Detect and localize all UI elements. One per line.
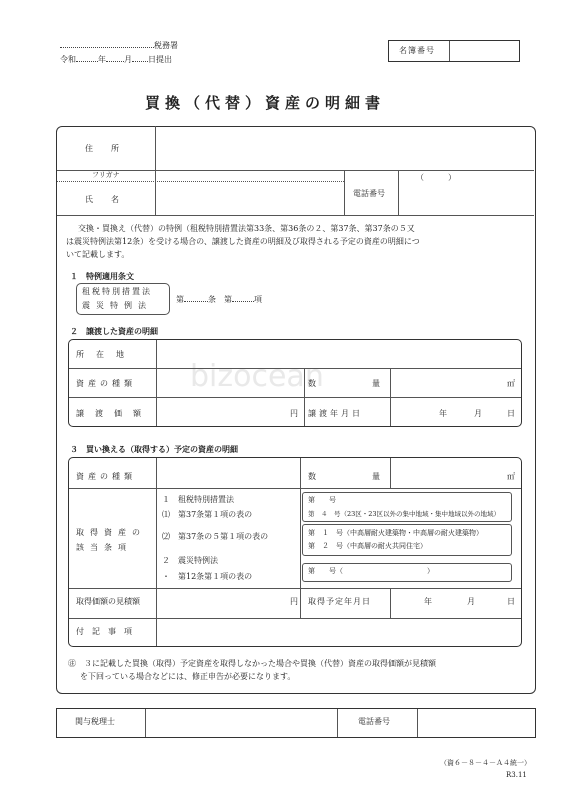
location-label: 所在地 — [76, 350, 136, 359]
item1-label: ⑴ 第37条第１項の表の — [162, 510, 253, 519]
furigana-field[interactable] — [160, 171, 340, 180]
acq-date-label: 取得予定年月日 — [308, 597, 371, 606]
form-code: （資６－８－４－Ａ４統一） — [440, 759, 531, 767]
name-label: 氏 名 — [85, 195, 124, 204]
era-label: 令和 — [60, 55, 76, 64]
law2-label: 震災特例法 — [82, 301, 152, 310]
clause-row-5[interactable]: 第 号（ ） — [308, 567, 434, 575]
remarks-field[interactable] — [160, 620, 515, 642]
registry-number-label: 名簿番号 — [399, 46, 435, 55]
address-field[interactable] — [160, 130, 530, 166]
accountant-label: 関与税理士 — [75, 717, 115, 726]
est-price-yen: 円 — [290, 597, 298, 606]
price-label: 譲渡価額 — [76, 409, 152, 418]
est-price-label: 取得価額の見積額 — [76, 597, 140, 606]
phone-label: 電話番号 — [353, 189, 385, 198]
clause-row-3[interactable]: 第 １ 号（中高層耐火建築物・中高層の耐火建築物） — [308, 529, 483, 537]
law1-label: 租税特別措置法 — [82, 287, 152, 296]
acq-year: 年 — [424, 597, 432, 606]
clause-label-2: 該当条項 — [76, 543, 132, 552]
article-line[interactable]: 第 条 第 項 — [176, 295, 262, 304]
clause-row-4[interactable]: 第 ２ 号（中高層の耐火共同住宅） — [308, 542, 427, 550]
sec1-heading: １ 特例適用条文 — [70, 271, 134, 281]
sec2-heading: ２ 譲渡した資産の明細 — [70, 326, 158, 336]
note-line-2: を下回っている場合などには、修正申告が必要になります。 — [80, 672, 296, 681]
page-title: 買換（代替）資産の明細書 — [145, 94, 386, 112]
footer-phone-label: 電話番号 — [358, 717, 390, 726]
clause-label-1: 取得資産の — [76, 528, 146, 537]
address-label: 住 所 — [85, 144, 124, 153]
yen-unit: 円 — [290, 409, 298, 418]
acq-month: 月 — [467, 597, 475, 606]
month-label: 月 — [124, 55, 132, 64]
year-label: 年 — [98, 55, 106, 64]
accountant-field[interactable] — [148, 711, 333, 733]
tax-office-line — [60, 42, 178, 50]
intro-line-2: は震災特例法第12条）を受ける場合の、譲渡した資産の明細及び取得される予定の資産の明細につ — [66, 237, 420, 246]
sec3-sqm-unit: ㎡ — [507, 472, 515, 481]
intro-line-1: 交換・買換え（代替）の特例（租税特別措置法第33条、第36条の２、第37条、第37条の５又 — [78, 224, 415, 233]
transfer-year: 年 — [439, 409, 447, 418]
quantity-label: 数量 — [308, 379, 436, 388]
item3-label: ・ 第12条第１項の表の — [162, 572, 253, 581]
form-version: R3.11 — [506, 771, 527, 779]
name-field[interactable] — [160, 184, 340, 212]
law-a-label: １ 租税特別措置法 — [162, 495, 234, 504]
transfer-date-label: 譲渡年月日 — [308, 409, 363, 418]
clause-row-1[interactable]: 第 号 — [308, 496, 336, 504]
clause-row-2[interactable]: 第 ４ 号（23区・23区以外の集中地域・集中地域以外の地域） — [308, 510, 501, 518]
remarks-label: 付記事項 — [76, 627, 140, 636]
transfer-day: 日 — [507, 409, 515, 418]
watermark: bizocean — [190, 359, 324, 394]
transfer-month: 月 — [474, 409, 482, 418]
asset-type-label: 資産の種類 — [76, 379, 136, 388]
day-submitted-label: 日提出 — [148, 55, 172, 64]
tax-office-suffix: 税務署 — [154, 41, 178, 50]
submission-date — [60, 56, 172, 64]
registry-number-box[interactable] — [388, 40, 520, 62]
phone-paren[interactable]: （ ） — [416, 173, 456, 182]
footer-phone-field[interactable] — [420, 711, 530, 733]
location-field[interactable] — [160, 342, 515, 366]
acq-day: 日 — [507, 597, 515, 606]
sqm-unit: ㎡ — [507, 379, 515, 388]
note-line-1: ㊟ ３に記載した買換（取得）予定資産を取得しなかった場合や買換（代替）資産の取得価額が見積額 — [68, 659, 436, 668]
intro-line-3: いて記載します。 — [66, 250, 130, 259]
law-b-label: ２ 震災特例法 — [162, 556, 218, 565]
sec3-asset-type-label: 資産の種類 — [76, 472, 136, 481]
furigana-label: フリガナ — [92, 171, 120, 179]
sec3-heading: ３ 買い換える（取得する）予定の資産の明細 — [70, 444, 238, 454]
item2-label: ⑵ 第37条の５第１項の表の — [162, 532, 269, 541]
sec3-quantity-label: 数量 — [308, 472, 436, 481]
